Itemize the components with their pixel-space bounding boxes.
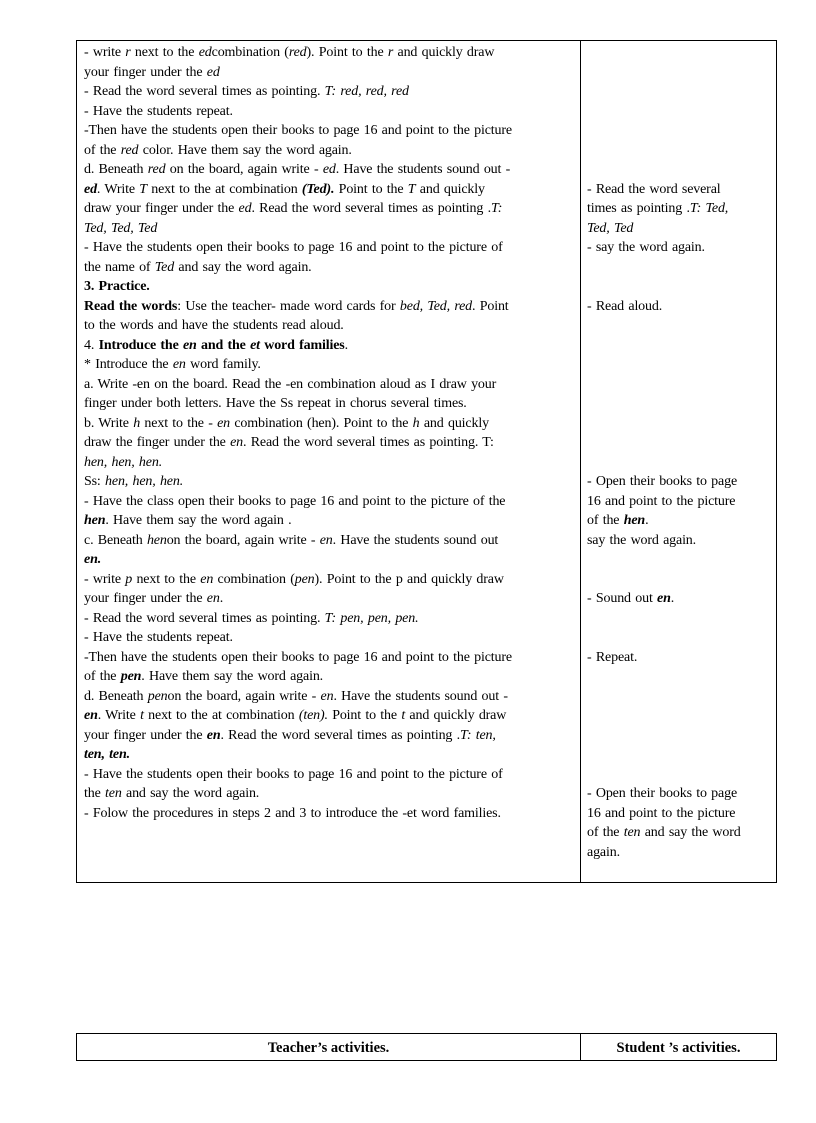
column-divider (580, 41, 581, 882)
teacher_lines-text-segment: Ss: (84, 474, 106, 489)
teacher_lines-text-segment: color. Have them say the word again. (138, 142, 352, 158)
teacher_lines-text-segment: ten, ten. (84, 747, 130, 762)
teacher_lines-text-segment: T: pen, pen, pen. (324, 610, 419, 626)
teacher_lines-text-segment: en (84, 708, 98, 723)
teacher_lines-line (84, 102, 572, 122)
teacher_lines-line (84, 765, 572, 785)
teacher_lines-text-segment: and say the word again. (174, 259, 312, 275)
teacher_lines-line (84, 43, 572, 63)
student_lines-text-segment: and say the word (640, 825, 741, 840)
student_lines-line (587, 472, 737, 492)
teacher_lines-text-segment: ed (84, 181, 97, 197)
teacher_lines-text-segment: word family. (185, 357, 261, 372)
teacher_lines-text-segment: next to the (130, 45, 199, 60)
teacher_lines-text-segment: - write (84, 571, 126, 587)
teacher_lines-text-segment: en (206, 591, 220, 606)
teacher_lines-text-segment: - Have the class open their books to page 16 and point to the picture of the (84, 493, 506, 509)
teacher_lines-line (84, 238, 572, 258)
teacher_lines-text-segment: and the (196, 337, 251, 353)
teacher_lines-text-segment: ed (238, 201, 252, 216)
teacher_lines-text-segment: - Have the students open their books to page 16 and point to the picture of (84, 240, 503, 255)
teacher_lines-text-segment: en (319, 532, 333, 548)
teacher_lines-text-segment: - Read the word several times as pointing. (84, 84, 325, 99)
teacher_lines-line (84, 375, 572, 395)
lesson-plan-table (76, 40, 777, 883)
student_lines-line (587, 589, 674, 609)
student_lines-text-segment: - Read the word several (587, 181, 721, 197)
student_lines-text-segment: ten (623, 825, 641, 840)
student_lines-text-segment: of the (587, 825, 624, 840)
teacher_lines-text-segment: h (412, 415, 420, 431)
teacher_lines-text-segment: the name of (84, 259, 155, 275)
student_lines-text-segment: - Open their books to page (587, 786, 738, 801)
student_lines-line (587, 297, 662, 317)
teacher_lines-text-segment: . (219, 591, 224, 606)
student_lines-line (587, 511, 648, 531)
teacher_lines-text-segment: en (172, 357, 186, 372)
teacher_lines-line (84, 121, 572, 141)
student_lines-text-segment: - Read aloud. (587, 298, 663, 314)
teacher_lines-text-segment: en (182, 337, 197, 353)
teacher_lines-line (84, 82, 572, 102)
student_lines-line (587, 843, 620, 863)
teacher_lines-text-segment: . Read the word several times as pointing . (220, 727, 460, 743)
teacher_lines-text-segment: et (250, 337, 260, 353)
student_lines-text-segment: en (657, 591, 671, 606)
teacher_lines-line (84, 492, 572, 512)
teacher_lines-text-segment: . Have the students sound out - (333, 688, 508, 704)
teacher_lines-text-segment: en (206, 727, 221, 743)
teacher_lines-text-segment: . (344, 337, 348, 353)
teacher_lines-text-segment: your finger under the (84, 727, 207, 743)
student_lines-line (587, 804, 735, 824)
teacher_lines-line (84, 609, 572, 629)
student_lines-text-segment: . (645, 513, 649, 528)
teacher_lines-text-segment: Point to the (327, 708, 402, 723)
teacher_lines-text-segment: Read the words (84, 298, 178, 314)
teacher_lines-text-segment: ed (322, 162, 336, 177)
teacher_lines-text-segment: ). Point to the p and quickly draw (314, 571, 504, 587)
student_lines-text-segment: - Sound out (587, 591, 658, 606)
teacher_lines-text-segment: and say the word again. (121, 786, 260, 801)
teacher-activities-cell (84, 43, 572, 823)
teacher_lines-text-segment: (Ted). (301, 181, 335, 197)
student_lines-text-segment: 16 and point to the picture (587, 493, 736, 509)
teacher_lines-line (84, 316, 572, 336)
teacher_lines-text-segment: - write (84, 45, 126, 60)
student_lines-line (587, 199, 728, 219)
teacher_lines-text-segment: bed, Ted, red (399, 298, 473, 314)
student_lines-line (587, 531, 696, 551)
teacher_lines-text-segment: ed (206, 64, 220, 80)
teacher_lines-text-segment: next to the at combination (143, 708, 299, 723)
teacher_lines-line (84, 667, 572, 687)
teacher_lines-text-segment: . Point (472, 298, 509, 314)
teacher_lines-text-segment: ). Point to the (306, 45, 388, 60)
teacher_lines-text-segment: . Have the students sound out - (335, 162, 511, 177)
teacher_lines-text-segment: hen (146, 532, 167, 548)
teacher_lines-text-segment: of the (84, 669, 121, 684)
teacher_lines-text-segment: p (125, 571, 133, 587)
teacher_lines-text-segment: your finger under the (84, 591, 207, 606)
teacher_lines-text-segment: * Introduce the (84, 357, 173, 372)
teacher_lines-line (84, 784, 572, 804)
teacher_lines-line (84, 472, 572, 492)
teacher_lines-text-segment: a. Write -en on the board. Read the -en combination aloud as I draw your (84, 376, 497, 392)
teacher_lines-text-segment: and quickly draw (405, 708, 507, 723)
teacher_lines-text-segment: . Have the students sound out (332, 532, 499, 548)
teacher_lines-text-segment: d. Beneath (84, 162, 148, 177)
teacher_lines-text-segment: combination (hen). Point to the (230, 415, 413, 431)
teacher_lines-line (84, 511, 572, 531)
teacher_lines-text-segment: your finger under the (84, 64, 207, 80)
student_lines-text-segment: - Open their books to page (587, 474, 738, 489)
teacher_lines-text-segment: (ten). (298, 708, 328, 723)
student_lines-text-segment: - say the word again. (587, 240, 705, 255)
teacher_lines-line (84, 745, 572, 765)
teacher_lines-line (84, 258, 572, 278)
teacher_lines-line (84, 336, 572, 356)
teacher_lines-text-segment: pen (294, 571, 315, 587)
teacher_lines-line (84, 726, 572, 746)
teacher_lines-text-segment: and quickly draw (393, 45, 495, 60)
teacher_lines-text-segment: pen (147, 688, 168, 704)
teacher_lines-line (84, 453, 572, 473)
student_lines-text-segment: say the word again. (587, 532, 697, 548)
teacher_lines-text-segment: T: red, red, red (324, 84, 409, 99)
teacher_lines-line (84, 355, 572, 375)
teacher_lines-text-segment: next to the (132, 571, 201, 587)
teacher_lines-text-segment: red (120, 142, 139, 158)
teacher_lines-text-segment: Ted, Ted, Ted (84, 220, 158, 236)
teacher_lines-text-segment: 4. (84, 337, 99, 353)
teacher_lines-line (84, 219, 572, 239)
teacher_lines-text-segment: Ted (154, 259, 175, 275)
teacher_lines-text-segment: Introduce the (98, 337, 183, 353)
teacher_lines-text-segment: t (401, 708, 406, 723)
activities-header-table (76, 1033, 777, 1061)
teacher_lines-text-segment: - Have the students repeat. (84, 630, 233, 645)
teacher_lines-text-segment: pen (120, 669, 142, 684)
teacher_lines-text-segment: of the (84, 142, 121, 158)
teacher_lines-line (84, 804, 572, 824)
teacher_lines-text-segment: en (320, 688, 334, 704)
teacher_lines-text-segment: the (84, 786, 106, 801)
teacher_lines-text-segment: b. Write (84, 415, 134, 431)
teacher_lines-text-segment: en (217, 415, 231, 431)
teacher_lines-text-segment: 3. Practice. (84, 279, 150, 294)
teacher_lines-text-segment: next to the at combination (146, 181, 302, 197)
teacher_lines-text-segment: draw the finger under the (84, 435, 231, 450)
teacher_lines-line (84, 160, 572, 180)
teacher_lines-text-segment: en (230, 435, 244, 450)
teacher_lines-text-segment: - Have the students repeat. (84, 103, 233, 119)
student_lines-line (587, 492, 735, 512)
teacher_lines-line (84, 63, 572, 83)
student_lines-text-segment: times as pointing . (587, 201, 690, 216)
teacher_lines-text-segment: ed (198, 45, 212, 60)
teacher_lines-text-segment: word families (259, 337, 345, 353)
teacher_lines-text-segment: T: (490, 201, 503, 216)
teacher_lines-text-segment: . Read the word several times as pointing. T: (243, 435, 494, 450)
teacher_lines-text-segment: en. (84, 552, 102, 567)
teacher_lines-line (84, 277, 572, 297)
teacher_lines-line (84, 706, 572, 726)
teacher_lines-text-segment: draw your finger under the (84, 201, 239, 216)
teacher_lines-text-segment: T (139, 181, 147, 197)
teacher_lines-text-segment: red (147, 162, 166, 177)
teacher_lines-text-segment: ten (105, 786, 122, 801)
teacher_lines-line (84, 199, 572, 219)
teacher_lines-text-segment: and quickly (415, 181, 485, 197)
teacher_lines-line (84, 589, 572, 609)
student_lines-text-segment: T: Ted, (689, 201, 729, 216)
teacher_lines-text-segment: - Read the word several times as pointing. (84, 610, 325, 626)
student_lines-text-segment: again. (587, 844, 620, 860)
teacher_lines-text-segment: -Then have the students open their books to page 16 and point to the picture (84, 123, 512, 138)
teacher_lines-line (84, 297, 572, 317)
teacher_lines-text-segment: . Have them say the word again. (141, 669, 324, 684)
teacher_lines-text-segment: c. Beneath (84, 532, 147, 548)
teacher_lines-line (84, 550, 572, 570)
teacher_lines-text-segment: r (125, 45, 131, 60)
teacher_lines-text-segment: hen, hen, hen. (105, 474, 184, 489)
student_lines-line (587, 180, 721, 200)
teacher_lines-text-segment: - Folow the procedures in steps 2 and 3 to introduce the -et word families. (84, 805, 501, 821)
teacher_lines-text-segment: red (288, 45, 307, 60)
teacher_lines-text-segment: hen, hen, hen. (84, 454, 163, 470)
student_lines-text-segment: - Repeat. (587, 649, 638, 665)
teacher_lines-text-segment: combination ( (211, 45, 289, 60)
teacher_lines-line (84, 531, 572, 551)
student_lines-text-segment: . (670, 591, 675, 606)
teacher_lines-text-segment: - Have the students open their books to page 16 and point to the picture of (84, 766, 503, 782)
student-activities-header: Student ’s activities. (616, 1040, 741, 1056)
teacher_lines-text-segment: on the board, again write - (165, 162, 323, 177)
teacher_lines-text-segment: d. Beneath (84, 688, 148, 704)
teacher_lines-line (84, 394, 572, 414)
teacher_lines-text-segment: on the board, again write - (166, 532, 320, 548)
teacher_lines-text-segment: hen (84, 513, 106, 528)
student_lines-text-segment: of the (587, 513, 624, 528)
teacher_lines-text-segment: next to the - (140, 415, 218, 431)
teacher_lines-text-segment: on the board, again write - (167, 688, 321, 704)
teacher_lines-text-segment: en (200, 571, 214, 587)
student_lines-line (587, 823, 741, 843)
teacher_lines-line (84, 648, 572, 668)
teacher_lines-text-segment: -Then have the students open their books to page 16 and point to the picture (84, 649, 512, 665)
teacher_lines-line (84, 180, 572, 200)
teacher_lines-text-segment: . Have them say the word again . (105, 513, 292, 528)
teacher_lines-text-segment: h (133, 415, 141, 431)
teacher_lines-line (84, 414, 572, 434)
teacher_lines-text-segment: Point to the (334, 181, 408, 197)
student_lines-line (587, 238, 705, 258)
teacher-activities-header: Teacher’s activities. (267, 1040, 390, 1056)
student_lines-text-segment: hen (623, 513, 646, 528)
teacher_lines-text-segment: . Write (97, 708, 141, 723)
teacher_lines-line (84, 570, 572, 590)
teacher_lines-text-segment: finger under both letters. Have the Ss repeat in chorus several times. (84, 396, 467, 411)
student_lines-line (587, 648, 637, 668)
student_lines-text-segment: 16 and point to the picture (587, 805, 736, 821)
teacher_lines-text-segment: combination ( (213, 571, 295, 587)
teacher_lines-line (84, 141, 572, 161)
teacher_lines-text-segment: : Use the teacher- made word cards for (177, 298, 400, 314)
student_lines-text-segment: Ted, Ted (587, 220, 634, 236)
teacher_lines-text-segment: t (140, 708, 144, 723)
teacher_lines-text-segment: and quickly (419, 415, 489, 431)
teacher_lines-line (84, 687, 572, 707)
teacher_lines-line (84, 433, 572, 453)
teacher_lines-text-segment: T: ten, (459, 727, 496, 743)
teacher_lines-line (84, 628, 572, 648)
teacher_lines-text-segment: to the words and have the students read aloud. (84, 318, 344, 333)
teacher_lines-text-segment: r (387, 45, 394, 60)
teacher_lines-text-segment: . Write (96, 181, 140, 197)
student_lines-line (587, 784, 737, 804)
student_lines-line (587, 219, 633, 239)
teacher_lines-text-segment: . Read the word several times as pointing . (251, 201, 491, 216)
teacher_lines-text-segment: T (407, 181, 416, 197)
